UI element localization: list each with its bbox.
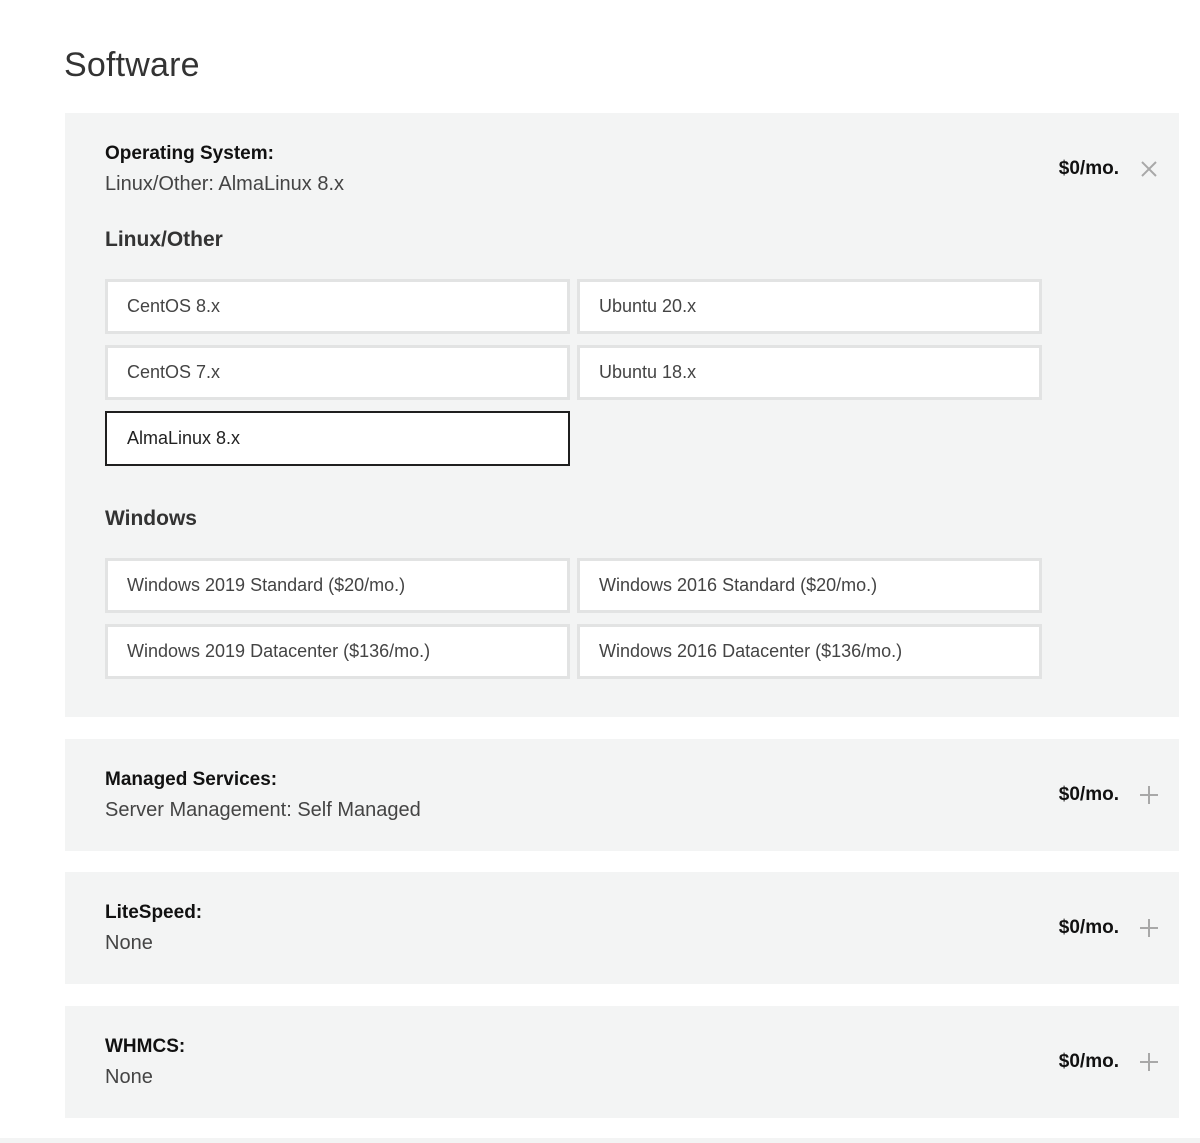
- page-title: Software: [64, 46, 200, 84]
- operating-system-price: $0/mo.: [1058, 158, 1119, 179]
- whmcs-label: WHMCS:: [105, 1036, 186, 1057]
- os-option-ubuntu-18[interactable]: Ubuntu 18.x: [577, 345, 1042, 400]
- managed-services-panel[interactable]: [65, 739, 1179, 851]
- os-option-windows-2016-datacenter[interactable]: Windows 2016 Datacenter ($136/mo.): [577, 624, 1042, 679]
- os-option-ubuntu-20[interactable]: Ubuntu 20.x: [577, 279, 1042, 334]
- close-icon[interactable]: [1139, 159, 1159, 179]
- os-option-windows-2016-standard[interactable]: Windows 2016 Standard ($20/mo.): [577, 558, 1042, 613]
- managed-services-label: Managed Services:: [105, 769, 278, 790]
- plus-icon[interactable]: [1139, 1052, 1159, 1072]
- litespeed-value: None: [105, 932, 153, 954]
- litespeed-label: LiteSpeed:: [105, 902, 203, 923]
- os-option-windows-2019-standard[interactable]: Windows 2019 Standard ($20/mo.): [105, 558, 570, 613]
- windows-group-heading: Windows: [105, 507, 197, 530]
- whmcs-panel[interactable]: [65, 1006, 1179, 1118]
- os-option-windows-2019-datacenter[interactable]: Windows 2019 Datacenter ($136/mo.): [105, 624, 570, 679]
- operating-system-label: Operating System:: [105, 143, 274, 164]
- managed-services-price: $0/mo.: [1058, 784, 1119, 805]
- os-option-centos-8[interactable]: CentOS 8.x: [105, 279, 570, 334]
- operating-system-value: Linux/Other: AlmaLinux 8.x: [105, 173, 345, 195]
- linux-group-heading: Linux/Other: [105, 228, 223, 251]
- managed-services-value: Server Management: Self Managed: [105, 799, 421, 821]
- bottom-divider: [0, 1138, 1200, 1143]
- litespeed-price: $0/mo.: [1058, 917, 1119, 938]
- os-option-almalinux-8[interactable]: AlmaLinux 8.x: [105, 411, 570, 466]
- litespeed-panel[interactable]: [65, 872, 1179, 984]
- whmcs-value: None: [105, 1066, 153, 1088]
- operating-system-panel: [65, 113, 1179, 717]
- plus-icon[interactable]: [1139, 785, 1159, 805]
- os-option-centos-7[interactable]: CentOS 7.x: [105, 345, 570, 400]
- whmcs-price: $0/mo.: [1058, 1051, 1119, 1072]
- plus-icon[interactable]: [1139, 918, 1159, 938]
